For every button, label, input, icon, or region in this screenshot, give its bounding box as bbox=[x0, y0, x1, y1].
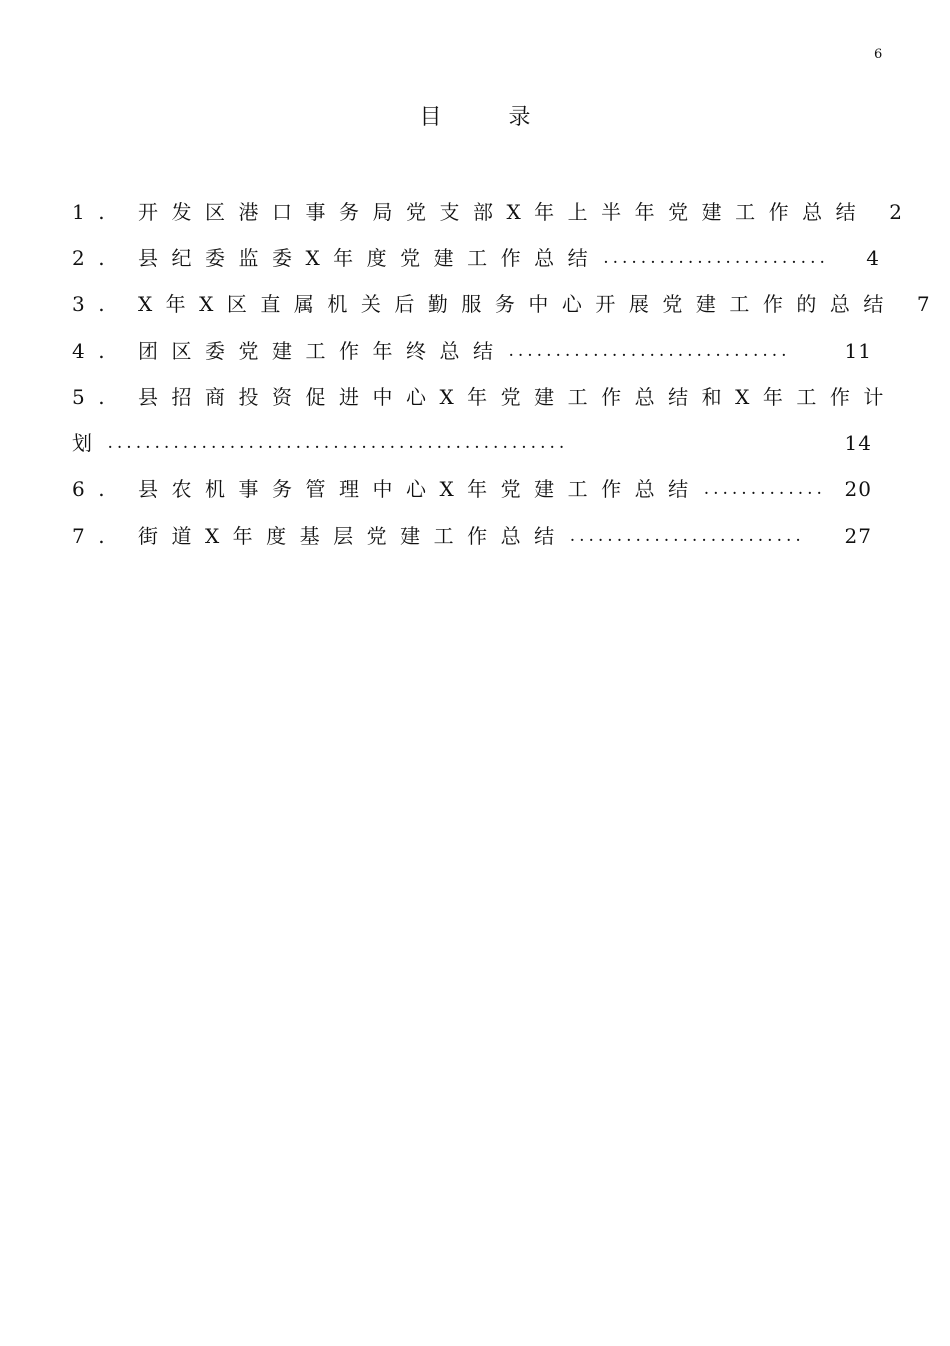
page-number: 6 bbox=[874, 47, 883, 62]
toc-entry-text: 划 bbox=[72, 431, 106, 455]
toc-leader-dots: ............. bbox=[703, 479, 826, 499]
toc-entry[interactable] bbox=[72, 475, 872, 503]
toc-leader-dots: ................................................. bbox=[107, 433, 569, 453]
toc-title: 目 录 bbox=[419, 105, 561, 130]
toc-leader-dots: ........................ bbox=[603, 248, 829, 268]
toc-entry-text: 3. X年X区直属机关后勤服务中心开展党建工作的总结 bbox=[72, 292, 897, 316]
toc-entry-page: 7 bbox=[916, 292, 931, 316]
toc-entry-page: 20 bbox=[844, 477, 872, 501]
toc-entry-wrap-line[interactable] bbox=[72, 383, 897, 411]
toc-entry-page: 2 bbox=[889, 200, 903, 224]
toc-entry-text: 1. 开发区港口事务局党支部X年上半年党建工作总结 bbox=[72, 200, 870, 224]
toc-entry[interactable] bbox=[72, 429, 872, 457]
toc-entry[interactable] bbox=[72, 244, 880, 272]
toc-entry-text: 7. 街道X年度基层党建工作总结 bbox=[72, 524, 568, 548]
toc-entry-page: 11 bbox=[844, 339, 872, 363]
toc-entry-page: 27 bbox=[844, 524, 872, 548]
toc-entry-text: 4. 团区委党建工作年终总结 bbox=[72, 339, 507, 363]
toc-entry-text: 6. 县农机事务管理中心X年党建工作总结 bbox=[72, 477, 702, 501]
toc-entry[interactable] bbox=[72, 198, 903, 226]
toc-entry[interactable] bbox=[72, 522, 872, 550]
toc-entry-page: 4 bbox=[866, 246, 880, 270]
toc-entry[interactable] bbox=[72, 337, 872, 365]
toc-leader-dots: .............................. bbox=[508, 341, 791, 361]
toc-entry-page: 14 bbox=[844, 431, 872, 455]
toc-entry[interactable] bbox=[72, 290, 931, 318]
toc-leader-dots: ......................... bbox=[569, 526, 805, 546]
toc-entry-text: 2. 县纪委监委X年度党建工作总结 bbox=[72, 246, 602, 270]
toc-entry-text: 5. 县招商投资促进中心X年党建工作总结和X年工作计 bbox=[72, 385, 897, 409]
